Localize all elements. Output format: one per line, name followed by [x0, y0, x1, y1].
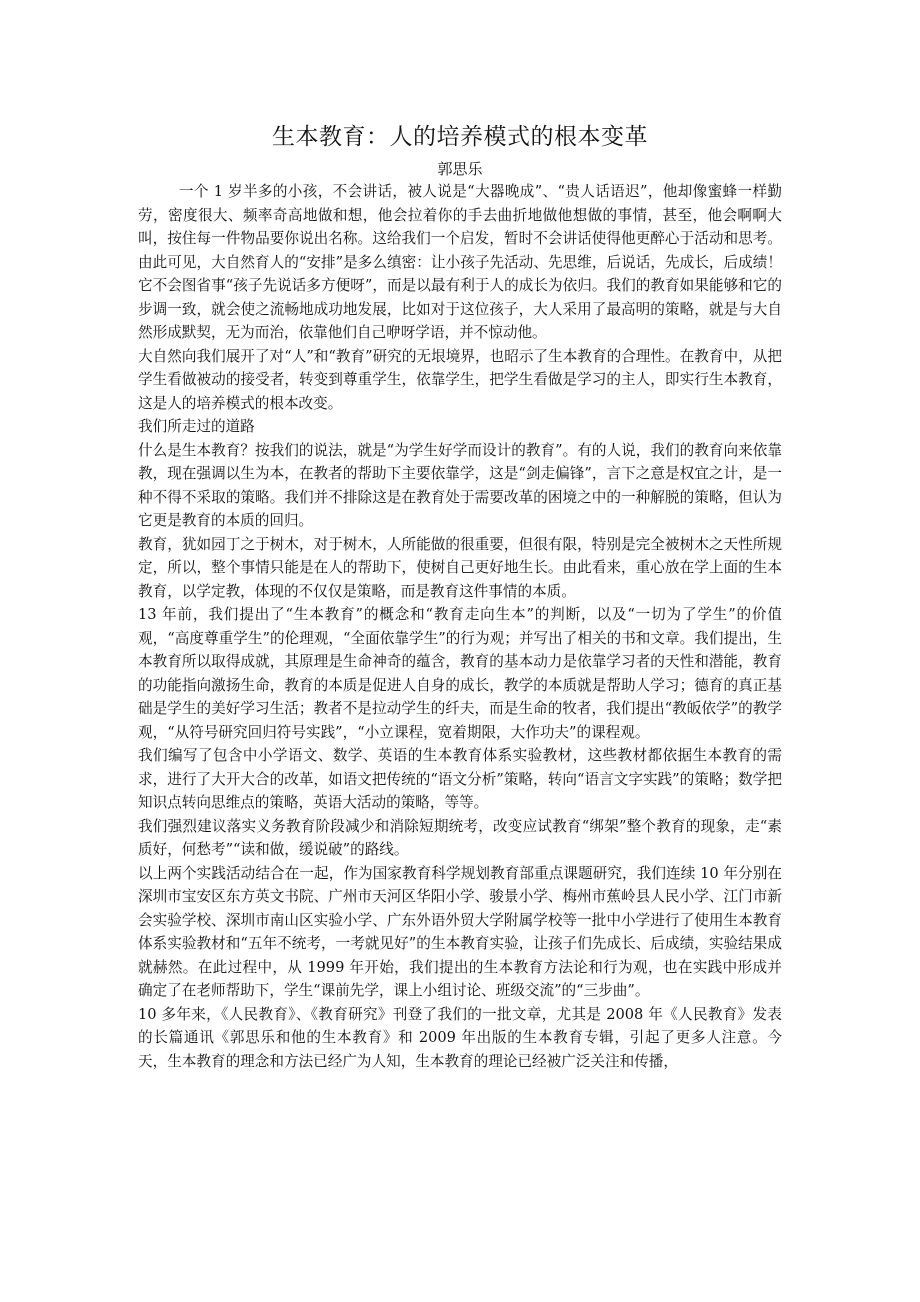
paragraph-7: 我们强烈建议落实义务教育阶段减少和消除短期统考，改变应试教育“绑架”整个教育的现象，走“素质好，何愁考”“读和做，缓说破”的路线。: [138, 817, 782, 858]
document-page: [138, 120, 782, 1073]
paragraph-8: 以上两个实践活动结合在一起，作为国家教育科学规划教育部重点课题研究，我们连续 10 年分别在深圳市宝安区东方英文书院、广州市天河区华阳小学、骏景小学、梅州市蕉岭县人民小学、江门市新会实验学校、深圳市南山区实验小学、广东外语外贸大学附属学校等一批中小学进行了使用生本教育体系实验教材和“五年不统考，一考就见好”的生本教育实验，让孩子们先成长、后成绩，实验结果成就赫然。在此过程中，从 1999 年开始，我们提出的生本教育方法论和行为观，也在实践中形成并确定了在老师帮助下，学生“课前先学，课上小组讨论、班级交流”的“三步曲”。: [138, 864, 782, 999]
document-title: 生本教育：人的培养模式的根本变革: [272, 124, 648, 150]
paragraph-5: 13 年前，我们提出了“生本教育”的概念和“教育走向生本”的判断，以及“一切为了学生”的价值观，“高度尊重学生”的伦理观，“全面依靠学生”的行为观；并写出了相关的书和文章。我们提出，生本教育所以取得成就，其原理是生命神奇的蕴含，教育的基本动力是依靠学习者的天性和潜能，教育的功能指向激扬生命，教育的本质是促进人自身的成长，教学的本质就是帮助人学习；德育的真正基础是学生的美好学习生活；教者不是拉动学生的纤夫，而是生命的牧者，我们提出“教皈依学”的教学观，“从符号研究回归符号实践”，“小立课程，宽着期限，大作功夫”的课程观。: [138, 606, 782, 741]
paragraph-9: 10 多年来，《人民教育》、《教育研究》刊登了我们的一批文章，尤其是 2008 年《人民教育》发表的长篇通讯《郭思乐和他的生本教育》和 2009 年出版的生本教育专辑，引起了更多人注意。今天，生本教育的理念和方法已经广为人知，生本教育的理论已经被广泛关注和传播，: [138, 1005, 782, 1070]
paragraph-6: 我们编写了包含中小学语文、数学、英语的生本教育体系实验教材，这些教材都依据生本教育的需求，进行了大开大合的改革，如语文把传统的“语文分析”策略，转向“语言文字实践”的策略；数学把知识点转向思维点的策略，英语大活动的策略，等等。: [138, 747, 782, 811]
paragraph-4: 教育，犹如园丁之于树木，对于树木，人所能做的很重要，但很有限，特别是完全被树木之天性所规定，所以，整个事情只能是在人的帮助下，使树自己更好地生长。由此看来，重心放在学上面的生本教育，以学定教，体现的不仅仅是策略，而是教育这件事情的本质。: [138, 535, 782, 600]
paragraph-3: 什么是生本教育？按我们的说法，就是“为学生好学而设计的教育”。有的人说，我们的教育向来依靠教，现在强调以生为本，在教者的帮助下主要依靠学，这是“剑走偏锋”，言下之意是权宜之计，是一种不得不采取的策略。我们并不排除这是在教育处于需要改革的困境之中的一种解脱的策略，但认为它更是教育的本质的回归。: [138, 441, 782, 529]
document-author: 郭思乐: [437, 160, 483, 178]
paragraph-1: 一个 1 岁半多的小孩，不会讲话，被人说是“大器晚成”、“贵人话语迟”，他却像蜜蜂一样勤劳，密度很大、频率奇高地做和想，他会拉着你的手去曲折地做他想做的事情，甚至，他会啊啊大叫，按住每一件物品要你说出名称。这给我们一个启发，暂时不会讲话使得他更醉心于活动和思考。由此可见，大自然育人的“安排”是多么缜密：让小孩子先活动、先思维，后说话，先成长，后成绩！它不会图省事“孩子先说话多方便呀”，而是以最有利于人的成长为依归。我们的教育如果能够和它的步调一致，就会使之流畅地成功地发展，比如对于这位孩子，大人采用了最高明的策略，就是与大自然形成默契，无为而治，依靠他们自己咿呀学语，并不惊动他。: [138, 183, 782, 341]
paragraph-2: 大自然向我们展开了对“人”和“教育”研究的无垠境界，也昭示了生本教育的合理性。在教育中，从把学生看做被动的接受者，转变到尊重学生，依靠学生，把学生看做是学习的主人，即实行生本教育，这是人的培养模式的根本改变。: [138, 347, 782, 412]
section-heading: 我们所走过的道路: [138, 418, 255, 435]
